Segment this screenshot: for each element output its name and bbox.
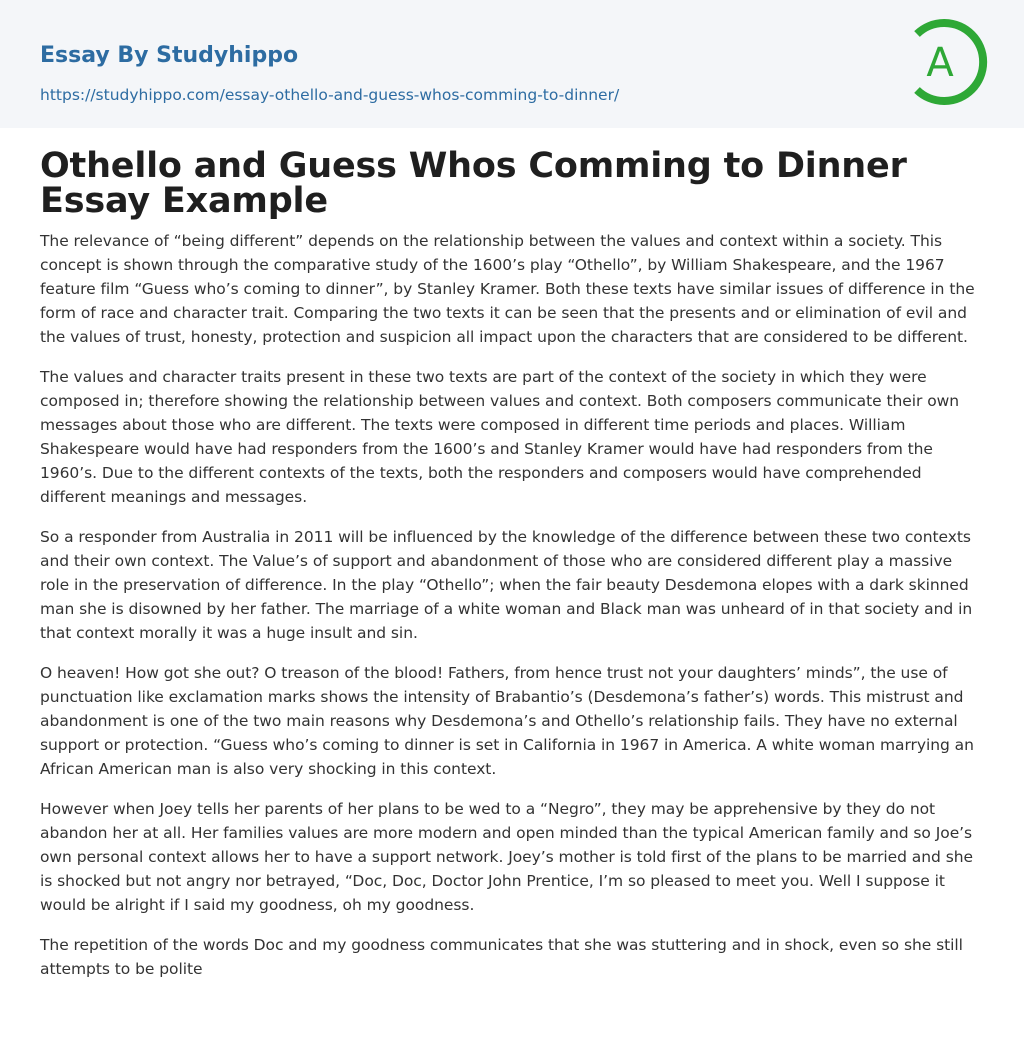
article-paragraph: However when Joey tells her parents of her plans to be wed to a “Negro”, they may be apprehensive by they do not abandon her at all. Her families values are more modern and open minded than the typical American family and so Joe’s own personal context allows her to have a support network. Joey’s mother is told first of the plans to be married and she is shocked but not angry nor betrayed, “Doc, Doc, Doctor John Prentice, I’m so pleased to meet you. Well I suppose it would be alright if I said my goodness, oh my goodness.	[40, 800, 973, 914]
article-paragraph: So a responder from Australia in 2011 will be influenced by the knowledge of the difference between these two contexts and their own context. The Value’s of support and abandonment of those who are considered different play a massive role in the preservation of difference. In the play “Othello”; when the fair beauty Desdemona elopes with a dark skinned man she is disowned by her father. The marriage of a white woman and Black man was unheard of in that society and in that context morally it was a huge insult and sin.	[40, 528, 973, 642]
studyhippo-logo-icon[interactable]	[910, 19, 988, 105]
page-url-link[interactable]: https://studyhippo.com/essay-othello-and-guess-whos-comming-to-dinner/	[40, 86, 620, 104]
site-brand[interactable]: Essay By Studyhippo	[40, 43, 299, 68]
site-header	[0, 0, 1024, 128]
article-paragraph: The relevance of “being different” depends on the relationship between the values and context within a society. This concept is shown through the comparative study of the 1600’s play “Othello”, by William Shakespeare, and the 1967 feature film “Guess who’s coming to dinner”, by Stanley Kramer. Both these texts have similar issues of difference in the form of race and character trait. Comparing the two texts it can be seen that the presents and or elimination of evil and the values of trust, honesty, protection and suspicion all impact upon the characters that are considered to be different.	[40, 232, 975, 346]
article-body	[40, 229, 986, 997]
article-paragraph: O heaven! How got she out? O treason of the blood! Fathers, from hence trust not your daughters’ minds”, the use of punctuation like exclamation marks shows the intensity of Brabantio’s (Desdemona’s father’s) words. This mistrust and abandonment is one of the two main reasons why Desdemona’s and Othello’s relationship fails. They have no external support or protection. “Guess who’s coming to dinner is set in California in 1967 in America. A white woman marrying an African American man is also very shocking in this context.	[40, 664, 974, 778]
article-paragraph: The values and character traits present in these two texts are part of the context of the society in which they were composed in; therefore showing the relationship between values and context. Both composers communicate their own messages about those who are different. The texts were composed in different time periods and places. William Shakespeare would have had responders from the 1600’s and Stanley Kramer would have had responders from the 1960’s. Due to the different contexts of the texts, both the responders and composers would have comprehended different meanings and messages.	[40, 368, 960, 506]
article-paragraph: The repetition of the words Doc and my goodness communicates that she was stuttering and in shock, even so she still attempts to be polite	[40, 936, 963, 978]
logo-letter: A	[926, 40, 954, 86]
article-title: Othello and Guess Whos Comming to Dinner Essay Example	[40, 146, 907, 221]
